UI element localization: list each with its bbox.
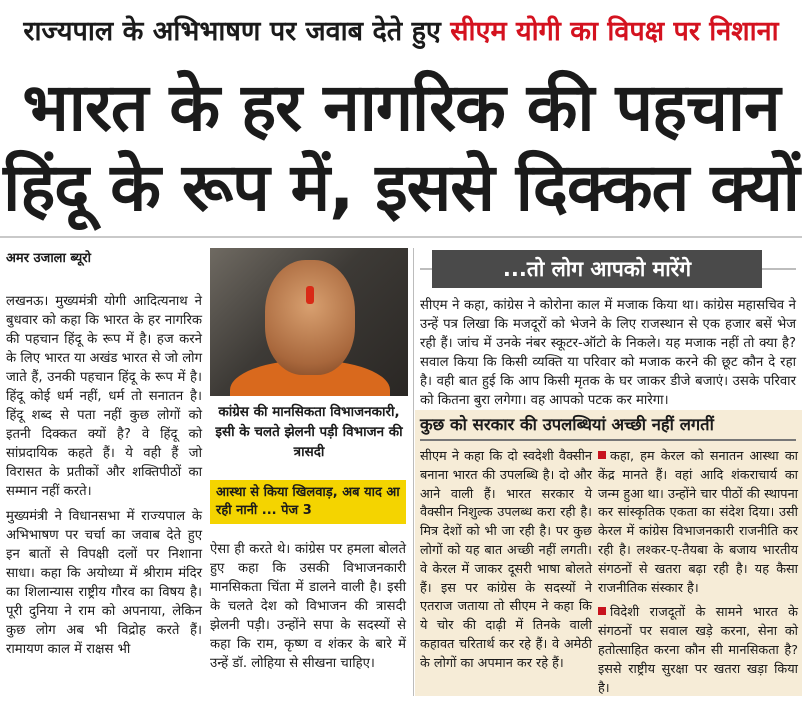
- bullet-item: [598, 604, 798, 698]
- bullet-square-icon: [598, 451, 606, 459]
- sidebar-column-right: [598, 448, 798, 704]
- tilak-mark: [306, 286, 314, 304]
- sidebar-box-title: कुछ को सरकार की उपलब्धियां अच्छी नहीं लगतीं: [420, 414, 796, 441]
- kicker-highlight: सीएम योगी का विपक्ष पर निशाना: [450, 16, 779, 47]
- sidebar-column-left: सीएम ने कहा कि दो स्वदेशी वैक्सीन बनाना भारत की उपलब्धि है। दो और आने वाली हैं। भारत सरकार ये वैक्सीन निशुल्क उपलब्ध करा रही है। मित्र देशों को भी जा रही है। पर कुछ लोगों को यह बात अच्छी नहीं लगती। वे केरल में जाकर दूसरी भाषा बोलते हैं। इस पर कांग्रेस के सदस्यों ने एतराज जताया तो सीएम ने कहा कि ये चोर की दाढ़ी में तिनके वाली कहावत चरितार्थ कर रहे हैं। वे अमेठी के लोगों का अपमान कर रहे हैं।: [420, 449, 592, 671]
- byline: अमर उजाला ब्यूरो: [6, 251, 91, 266]
- headline-line-2: हिंदू के रूप में, इससे दिक्कत क्यों: [3, 149, 799, 226]
- bullet-text: कहा, हम केरल को सनातन आस्था का केंद्र मानते हैं। वहां आदि शंकराचार्य का जन्म हुआ था। उन्होंने चार पीठों की स्थापना कर सांस्कृतिक एकता का संदेश दिया। उसी केरल में कांग्रेस विभाजनकारी राजनीति कर रही है। लश्कर-ए-तैयबा के बजाय भारतीय संगठनों से खतरा बढ़ा रही है। यह कैसा राजनीतिक संस्कार है।: [598, 449, 798, 596]
- column-separator: [413, 248, 414, 696]
- divider: [0, 236, 802, 238]
- bullet-square-icon: [598, 607, 606, 615]
- photo-face: [265, 260, 355, 375]
- kicker-headline: [0, 0, 802, 64]
- paragraph: मुख्यमंत्री ने विधानसभा में राज्यपाल के अभिभाषण पर चर्चा का जवाब देते हुए इन बातों से विपक्षी दलों पर निशाना साधा। कहा कि अयोध्या में श्रीराम मंदिर का शिलान्यास राष्ट्रीय गौरव का विषय है। पूरी दुनिया ने राम को अपनाया, लेकिन कुछ लोग अब भी विद्रोह करते हैं। रामायण काल में राक्षस भी: [6, 509, 202, 657]
- article-column-1: [6, 292, 202, 665]
- article-column-3: सीएम ने कहा, कांग्रेस ने कोरोना काल में मजाक किया था। कांग्रेस महासचिव ने उन्हें पत्र लिखा कि मजदूरों को भेजने के लिए राजस्थान से एक हजार बसें भेज रही हैं। जांच में उनके नंबर स्कूटर-ऑटो के निकले। यह मजाक नहीं तो क्या है? सवाल किया कि किसी व्यक्ति या परिवार को मजाक करने की छूट कौन दे रहा है। वही बात हुई कि आप किसी मृतक के घर जाकर डीजे बजाएं। उसके परिवार को कितना बुरा लगेगा। वह आपको पटक कर मारेगा।: [420, 298, 796, 408]
- bullet-item: [598, 448, 798, 598]
- kicker-prefix: राज्यपाल के अभिभाषण पर जवाब देते हुए: [23, 16, 441, 47]
- page-teaser: आस्था से किया खिलवाड़, अब याद आ रही नानी ... पेज 3: [210, 480, 406, 524]
- portrait-photo: [210, 248, 408, 396]
- photo-caption: कांग्रेस की मानसिकता विभाजनकारी, इसी के चलते झेलनी पड़ी विभाजन की त्रासदी: [215, 404, 403, 460]
- main-headline: [0, 68, 802, 228]
- paragraph: लखनऊ। मुख्यमंत्री योगी आदित्यनाथ ने बुधवार को कहा कि भारत के हर नागरिक की पहचान हिंदू के रूप में है। हज करने के लिए भारत या अखंड भारत से जो लोग जाते हैं, उनकी पहचान हिंदू के रूप में है। हिंदू कोई धर्म नहीं, धर्म तो सनातन है। हिंदू शब्द से पता नहीं कुछ लोगों को इतनी दिक्कत क्यों है? वे हिंदू को सांप्रदायिक कहते हैं। ये वही हैं जो विरासत के प्रतीकों और शक्तिपीठों का सम्मान नहीं करते।: [6, 294, 202, 499]
- bullet-text: विदेशी राजदूतों के सामने भारत के संगठनों पर सवाल खड़े करना, सेना को हतोत्साहित करना कौन सी मानसिकता है? इससे राष्ट्रीय सुरक्षा पर खतरा खड़ा किया है।: [598, 605, 798, 696]
- subhead-banner: ...तो लोग आपको मारेंगे: [432, 250, 762, 288]
- article-column-2: ऐसा ही करते थे। कांग्रेस पर हमला बोलते हुए कहा कि उसकी विभाजनकारी मानसिकता चिंता में डालने वाली है। इसी के चलते देश को विभाजन की त्रासदी झेलनी पड़ी। उन्होंने सपा के सदस्यों से कहा कि राम, कृष्ण व शंकर के बारे में उन्हें डॉ. लोहिया से सीखना चाहिए।: [210, 542, 406, 671]
- headline-line-1: भारत के हर नागरिक की पहचान: [22, 69, 780, 146]
